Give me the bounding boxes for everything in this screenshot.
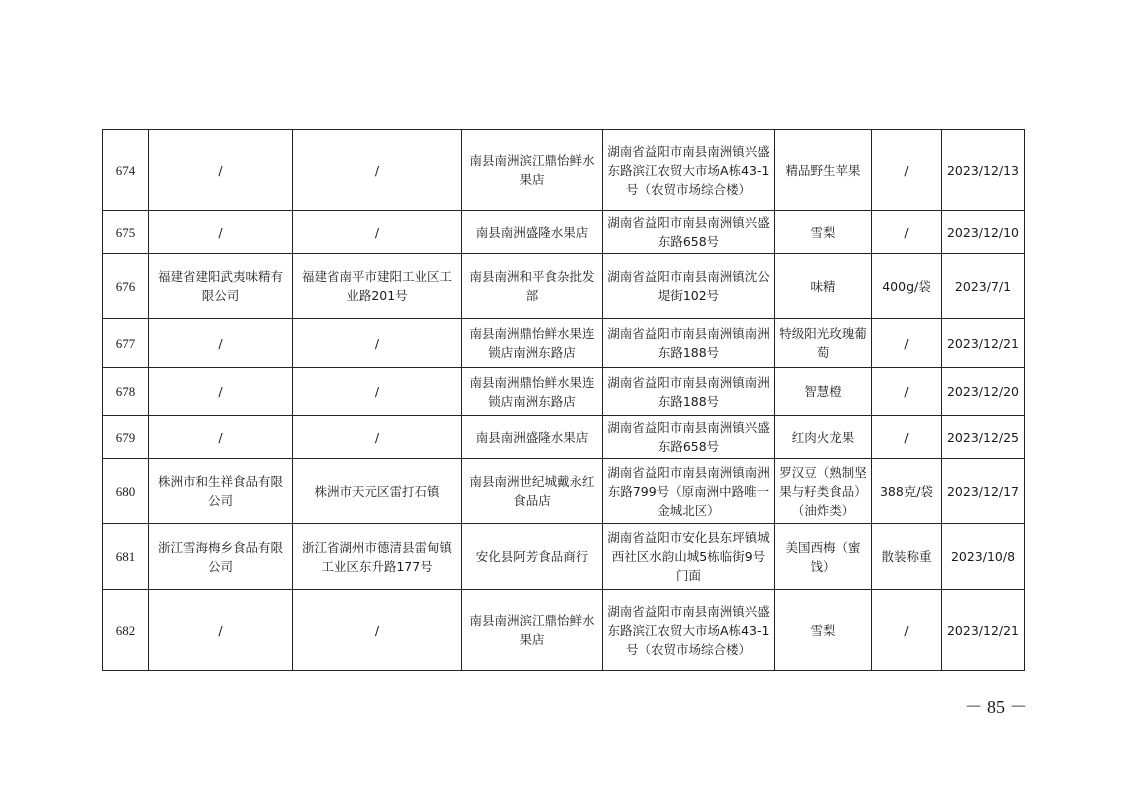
- cell-manufacturer: 株洲市和生祥食品有限公司: [149, 459, 293, 524]
- cell-manufacturer: /: [149, 590, 293, 671]
- cell-seller-address: 湖南省益阳市南县南洲镇兴盛东路658号: [603, 211, 775, 254]
- cell-seller: 南县南洲滨江鼎怡鲜水果店: [462, 130, 603, 211]
- cell-production-date: 2023/12/25: [942, 416, 1025, 459]
- cell-specification: 400g/袋: [872, 254, 942, 319]
- cell-product-name: 味精: [775, 254, 872, 319]
- cell-production-date: 2023/7/1: [942, 254, 1025, 319]
- cell-seller-address: 湖南省益阳市南县南洲镇南洲东路188号: [603, 368, 775, 416]
- cell-manufacturer: /: [149, 130, 293, 211]
- cell-product-name: 红肉火龙果: [775, 416, 872, 459]
- cell-seller: 南县南洲滨江鼎怡鲜水果店: [462, 590, 603, 671]
- cell-production-date: 2023/12/20: [942, 368, 1025, 416]
- cell-specification: /: [872, 416, 942, 459]
- cell-product-name: 智慧橙: [775, 368, 872, 416]
- table-row: [103, 416, 1025, 459]
- table-row: [103, 319, 1025, 368]
- cell-product-name: 雪梨: [775, 590, 872, 671]
- cell-serial-number: 678: [103, 368, 149, 416]
- table-row: [103, 590, 1025, 671]
- cell-seller: 南县南洲盛隆水果店: [462, 416, 603, 459]
- cell-serial-number: 676: [103, 254, 149, 319]
- cell-seller-address: 湖南省益阳市南县南洲镇南洲东路188号: [603, 319, 775, 368]
- cell-specification: /: [872, 130, 942, 211]
- cell-seller: 南县南洲鼎怡鲜水果连锁店南洲东路店: [462, 368, 603, 416]
- cell-seller: 南县南洲世纪城戴永红食品店: [462, 459, 603, 524]
- cell-manufacturer-address: /: [293, 368, 462, 416]
- cell-seller-address: 湖南省益阳市安化县东坪镇城西社区水韵山城5栋临街9号门面: [603, 524, 775, 590]
- cell-manufacturer: 福建省建阳武夷味精有限公司: [149, 254, 293, 319]
- records-sheet: [102, 129, 1024, 671]
- cell-serial-number: 682: [103, 590, 149, 671]
- table-row: [103, 459, 1025, 524]
- cell-manufacturer-address: /: [293, 416, 462, 459]
- cell-serial-number: 675: [103, 211, 149, 254]
- cell-specification: /: [872, 211, 942, 254]
- cell-manufacturer: 浙江雪海梅乡食品有限公司: [149, 524, 293, 590]
- page-number: － 85 －: [964, 697, 1028, 717]
- cell-manufacturer-address: /: [293, 590, 462, 671]
- cell-manufacturer: /: [149, 211, 293, 254]
- cell-seller: 南县南洲盛隆水果店: [462, 211, 603, 254]
- cell-seller: 南县南洲和平食杂批发部: [462, 254, 603, 319]
- cell-production-date: 2023/12/13: [942, 130, 1025, 211]
- table-row: [103, 211, 1025, 254]
- cell-seller-address: 湖南省益阳市南县南洲镇兴盛东路滨江农贸大市场A栋43-1号（农贸市场综合楼）: [603, 130, 775, 211]
- cell-product-name: 精品野生苹果: [775, 130, 872, 211]
- cell-seller: 安化县阿芳食品商行: [462, 524, 603, 590]
- cell-manufacturer-address: /: [293, 319, 462, 368]
- cell-serial-number: 677: [103, 319, 149, 368]
- cell-product-name: 雪梨: [775, 211, 872, 254]
- cell-manufacturer: /: [149, 416, 293, 459]
- cell-manufacturer-address: /: [293, 211, 462, 254]
- cell-serial-number: 679: [103, 416, 149, 459]
- cell-specification: 散装称重: [872, 524, 942, 590]
- cell-specification: 388克/袋: [872, 459, 942, 524]
- cell-seller: 南县南洲鼎怡鲜水果连锁店南洲东路店: [462, 319, 603, 368]
- cell-specification: /: [872, 319, 942, 368]
- records-body: [103, 130, 1025, 671]
- cell-manufacturer-address: 株洲市天元区雷打石镇: [293, 459, 462, 524]
- cell-seller-address: 湖南省益阳市南县南洲镇兴盛东路658号: [603, 416, 775, 459]
- cell-product-name: 罗汉豆（熟制坚果与籽类食品）（油炸类）: [775, 459, 872, 524]
- cell-serial-number: 680: [103, 459, 149, 524]
- cell-production-date: 2023/12/21: [942, 590, 1025, 671]
- cell-manufacturer-address: /: [293, 130, 462, 211]
- records-table: [102, 129, 1025, 671]
- cell-production-date: 2023/12/17: [942, 459, 1025, 524]
- cell-specification: /: [872, 368, 942, 416]
- cell-production-date: 2023/12/10: [942, 211, 1025, 254]
- cell-manufacturer-address: 福建省南平市建阳工业区工业路201号: [293, 254, 462, 319]
- table-row: [103, 524, 1025, 590]
- cell-manufacturer: /: [149, 368, 293, 416]
- cell-seller-address: 湖南省益阳市南县南洲镇沈公堤街102号: [603, 254, 775, 319]
- table-row: [103, 368, 1025, 416]
- table-row: [103, 130, 1025, 211]
- cell-specification: /: [872, 590, 942, 671]
- cell-seller-address: 湖南省益阳市南县南洲镇兴盛东路滨江农贸大市场A栋43-1号（农贸市场综合楼）: [603, 590, 775, 671]
- cell-serial-number: 681: [103, 524, 149, 590]
- cell-serial-number: 674: [103, 130, 149, 211]
- cell-product-name: 特级阳光玫瑰葡萄: [775, 319, 872, 368]
- cell-seller-address: 湖南省益阳市南县南洲镇南洲东路799号（原南洲中路唯一金城北区）: [603, 459, 775, 524]
- cell-product-name: 美国西梅（蜜饯）: [775, 524, 872, 590]
- cell-production-date: 2023/10/8: [942, 524, 1025, 590]
- table-row: [103, 254, 1025, 319]
- cell-production-date: 2023/12/21: [942, 319, 1025, 368]
- cell-manufacturer: /: [149, 319, 293, 368]
- cell-manufacturer-address: 浙江省湖州市德清县雷甸镇工业区东升路177号: [293, 524, 462, 590]
